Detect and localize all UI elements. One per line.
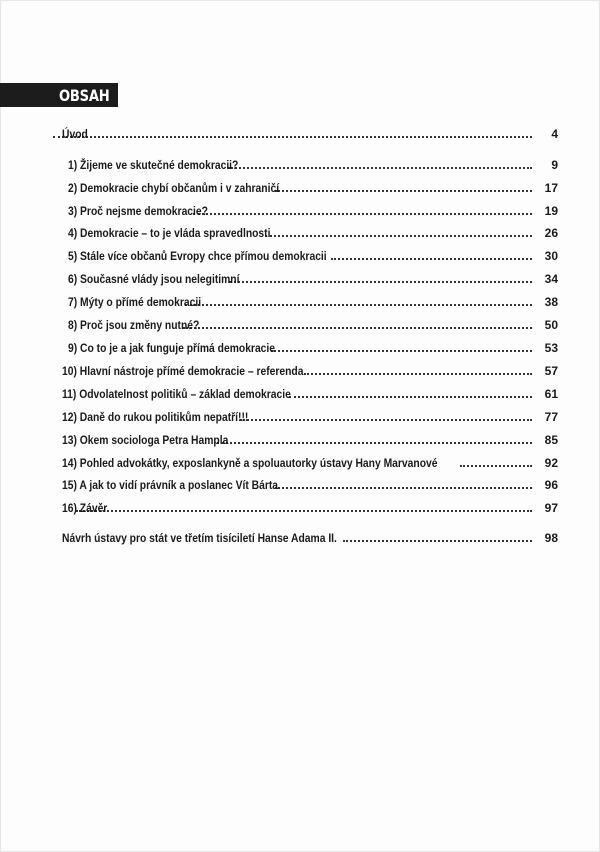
dot-leader bbox=[240, 418, 532, 421]
dot-leader bbox=[271, 349, 532, 352]
toc-entry-title: 12) Daně do rukou politikům nepatří!!! bbox=[62, 410, 249, 424]
toc-entry-title: 3) Proč nejsme demokracie? bbox=[68, 204, 208, 218]
dot-leader bbox=[460, 464, 532, 467]
dot-leader bbox=[217, 441, 532, 444]
dot-leader bbox=[265, 234, 532, 237]
toc-entry-page: 85 bbox=[544, 433, 558, 447]
toc-entry-page: 34 bbox=[544, 272, 558, 286]
heading-bar bbox=[0, 83, 118, 107]
toc-entry-page: 57 bbox=[544, 364, 558, 378]
dot-leader bbox=[228, 166, 532, 169]
toc-entry bbox=[68, 267, 558, 287]
toc-entry bbox=[62, 122, 558, 142]
toc-entry-page: 19 bbox=[544, 204, 558, 218]
dot-leader bbox=[185, 303, 532, 306]
toc-entry-title: 11) Odvolatelnost politiků – základ demokracie bbox=[62, 387, 291, 401]
toc-entry-page: 26 bbox=[544, 226, 558, 240]
toc-entry bbox=[62, 359, 558, 379]
toc-entry bbox=[68, 336, 558, 356]
dot-leader bbox=[343, 539, 532, 542]
toc-entry-title: 14) Pohled advokátky, exposlankyně a spoluautorky ústavy Hany Marvanové bbox=[62, 456, 438, 470]
toc-entry bbox=[62, 428, 558, 448]
toc-entry-page: 30 bbox=[544, 249, 558, 263]
dot-leader bbox=[275, 486, 532, 489]
toc-entry-title: 4) Demokracie – to je vláda spravedlnosti bbox=[68, 226, 271, 240]
toc-entry-page: 92 bbox=[544, 456, 558, 470]
toc-entry-title: 13) Okem sociologa Petra Hampla bbox=[62, 433, 229, 447]
dot-leader bbox=[193, 212, 532, 215]
toc-entry-title: 10) Hlavní nástroje přímé demokracie – referenda bbox=[62, 364, 304, 378]
toc-entry-page: 97 bbox=[544, 501, 558, 515]
dot-leader bbox=[275, 189, 532, 192]
toc-entry-page: 61 bbox=[544, 387, 558, 401]
toc-entry bbox=[68, 153, 558, 173]
toc-entry bbox=[68, 313, 558, 333]
toc-entry-title: Úvod bbox=[62, 127, 88, 141]
toc-entry bbox=[62, 473, 558, 493]
toc-entry bbox=[68, 199, 558, 219]
toc-entry bbox=[68, 221, 558, 241]
toc-entry-title: 16) Závěr bbox=[62, 501, 108, 515]
toc-entry-title: 8) Proč jsou změny nutné? bbox=[68, 318, 200, 332]
dot-leader bbox=[304, 372, 532, 375]
toc-entry bbox=[62, 405, 558, 425]
dot-leader bbox=[183, 326, 532, 329]
toc-entry-page: 50 bbox=[544, 318, 558, 332]
toc-entry bbox=[68, 290, 558, 310]
toc-entry-page: 4 bbox=[551, 127, 558, 141]
toc-entry bbox=[62, 496, 558, 516]
toc-entry bbox=[68, 176, 558, 196]
toc-entry-title: 2) Demokracie chybí občanům i v zahraničí bbox=[68, 181, 280, 195]
toc-entry-page: 17 bbox=[544, 181, 558, 195]
toc-entry-page: 96 bbox=[544, 478, 558, 492]
toc-entry-title: 6) Současné vlády jsou nelegitimní bbox=[68, 272, 240, 286]
toc-entry-page: 9 bbox=[551, 158, 558, 172]
dot-leader bbox=[229, 280, 532, 283]
toc-entry bbox=[62, 382, 558, 402]
toc-entry bbox=[62, 451, 558, 471]
toc-entry-title: 5) Stále více občanů Evropy chce přímou demokracii bbox=[68, 249, 327, 263]
toc-entry-title: 7) Mýty o přímé demokracii bbox=[68, 295, 202, 309]
toc-entry-page: 53 bbox=[544, 341, 558, 355]
toc-entry bbox=[62, 526, 558, 546]
toc-entry bbox=[68, 244, 558, 264]
dot-leader bbox=[53, 135, 532, 138]
dot-leader bbox=[289, 395, 532, 398]
toc-entry-page: 77 bbox=[544, 410, 558, 424]
dot-leader bbox=[331, 257, 532, 260]
toc-entry-title: 9) Co to je a jak funguje přímá demokracie bbox=[68, 341, 276, 355]
toc-entry-page: 38 bbox=[544, 295, 558, 309]
toc-entry-title: 1) Žijeme ve skutečné demokracii? bbox=[68, 158, 239, 172]
toc-entry-title: 15) A jak to vidí právník a poslanec Vít Bárta bbox=[62, 478, 279, 492]
toc-entry-page: 98 bbox=[544, 531, 558, 545]
dot-leader bbox=[76, 509, 532, 512]
toc-entry-title: Návrh ústavy pro stát ve třetím tisíciletí Hanse Adama II. bbox=[62, 531, 337, 545]
page-title: OBSAH bbox=[59, 86, 110, 105]
